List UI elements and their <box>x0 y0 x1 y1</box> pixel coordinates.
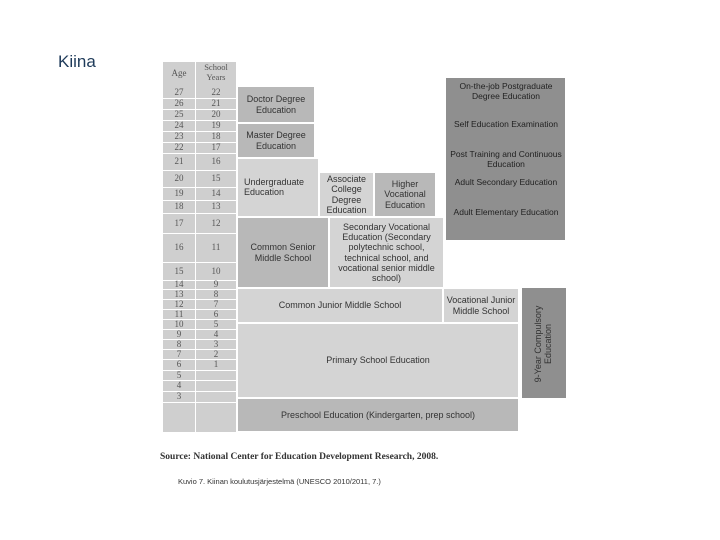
adult-education-item: Adult Secondary Education <box>454 177 558 187</box>
common-senior-block <box>237 217 329 288</box>
axis-row-divider <box>163 262 236 263</box>
axis-row-divider <box>163 187 236 188</box>
vocational-junior-block <box>443 288 519 323</box>
age-cell: 4 <box>176 380 182 390</box>
age-cell: 14 <box>174 279 184 289</box>
preschool-block <box>237 398 519 432</box>
doctor-degree-block <box>237 86 315 123</box>
age-cell: 7 <box>176 348 182 359</box>
higher-vocational-label: Higher Vocational Education <box>384 179 426 210</box>
school-year-cell: 9 <box>213 279 219 289</box>
age-cell: 12 <box>174 298 184 309</box>
age-cell: 9 <box>176 328 182 339</box>
source-note: Source: National Center for Education Development Research, 2008. <box>160 452 439 462</box>
age-cell: 18 <box>174 201 184 211</box>
slide-title: Kiina <box>58 52 96 71</box>
school-year-cell: 12 <box>211 217 221 228</box>
adult-education-item: Self Education Examination <box>454 119 558 129</box>
primary-school-label: Primary School Education <box>326 355 430 366</box>
primary-school-block <box>237 323 519 398</box>
associate-college-block <box>319 172 374 217</box>
age-cell: 19 <box>174 188 184 198</box>
axis-row-divider <box>163 402 236 403</box>
school-year-cell: 3 <box>213 338 219 349</box>
adult-education-item: Post Training and Continuous Education <box>450 149 562 169</box>
school-year-cell: 8 <box>213 288 219 299</box>
doctor-degree-label: Doctor Degree Education <box>246 94 306 115</box>
age-cell: 3 <box>176 391 182 401</box>
school-year-cell: 19 <box>211 120 221 130</box>
axis-row-divider <box>163 213 236 214</box>
school-year-cell: 15 <box>211 173 221 183</box>
axis-row-divider <box>163 170 236 171</box>
age-cell: 5 <box>176 369 182 380</box>
master-degree-block <box>237 123 315 158</box>
school-year-cell: 20 <box>211 109 221 119</box>
common-junior-block <box>237 288 443 323</box>
age-cell: 13 <box>174 288 184 299</box>
school-years-header: School Years <box>204 62 228 82</box>
age-cell: 6 <box>176 359 182 369</box>
axis-row-divider <box>163 233 236 234</box>
undergraduate-label: Undergraduate Education <box>244 177 305 198</box>
preschool-label: Preschool Education (Kindergarten, prep school) <box>280 409 476 420</box>
age-cell: 27 <box>174 87 184 97</box>
school-year-cell: 22 <box>211 87 221 97</box>
higher-vocational-block <box>374 172 436 217</box>
axis-row-divider <box>163 153 236 154</box>
school-year-cell: 4 <box>213 328 219 339</box>
school-year-cell: 13 <box>211 201 221 211</box>
age-header: Age <box>171 68 187 78</box>
master-degree-label: Master Degree Education <box>246 130 306 151</box>
age-cell: 26 <box>174 98 184 108</box>
school-year-cell: 18 <box>211 131 221 141</box>
school-year-cell: 21 <box>211 98 221 108</box>
age-cell: 23 <box>174 131 184 141</box>
age-cell: 25 <box>174 109 184 119</box>
common-junior-label: Common Junior Middle School <box>278 300 402 311</box>
school-year-cell: 1 <box>213 359 219 369</box>
secondary-vocational-block <box>329 217 444 288</box>
school-year-cell: 2 <box>213 348 219 359</box>
age-cell: 24 <box>174 120 184 130</box>
school-year-cell: 5 <box>213 318 219 329</box>
age-cell: 8 <box>176 338 182 349</box>
age-cell: 17 <box>174 217 184 228</box>
axis-row-divider <box>163 200 236 201</box>
vocational-junior-label: Vocational Junior Middle School <box>446 295 516 316</box>
age-cell: 10 <box>174 318 184 329</box>
adult-education-item: Adult Elementary Education <box>453 207 559 217</box>
age-cell: 16 <box>174 242 184 252</box>
associate-college-label: Associate College Degree Education <box>326 174 367 215</box>
age-cell: 21 <box>174 156 184 166</box>
age-cell: 20 <box>174 173 184 183</box>
school-year-cell: 17 <box>211 142 221 152</box>
school-year-cell: 11 <box>211 242 221 252</box>
school-year-cell: 16 <box>211 156 221 166</box>
common-senior-label: Common Senior Middle School <box>250 242 316 263</box>
school-year-cell: 6 <box>213 308 219 319</box>
age-cell: 11 <box>174 308 184 319</box>
school-year-cell: 10 <box>211 265 221 276</box>
secondary-vocational-label: Secondary Vocational Education (Secondary polytechnic school, technical school, and vocational senior middle school) <box>338 222 435 283</box>
undergraduate-block <box>237 158 319 217</box>
compulsory-education-label: 9-Year Compulsory Education <box>533 305 553 383</box>
school-year-cell: 7 <box>213 298 219 309</box>
school-year-cell: 14 <box>211 188 221 198</box>
figure-caption: Kuvio 7. Kiinan koulutusjärjestelmä (UNESCO 2010/2011, 7.) <box>178 477 381 486</box>
age-cell: 22 <box>174 142 184 152</box>
age-cell: 15 <box>174 265 184 276</box>
adult-education-item: On-the-job Postgraduate Degree Education <box>459 81 553 101</box>
